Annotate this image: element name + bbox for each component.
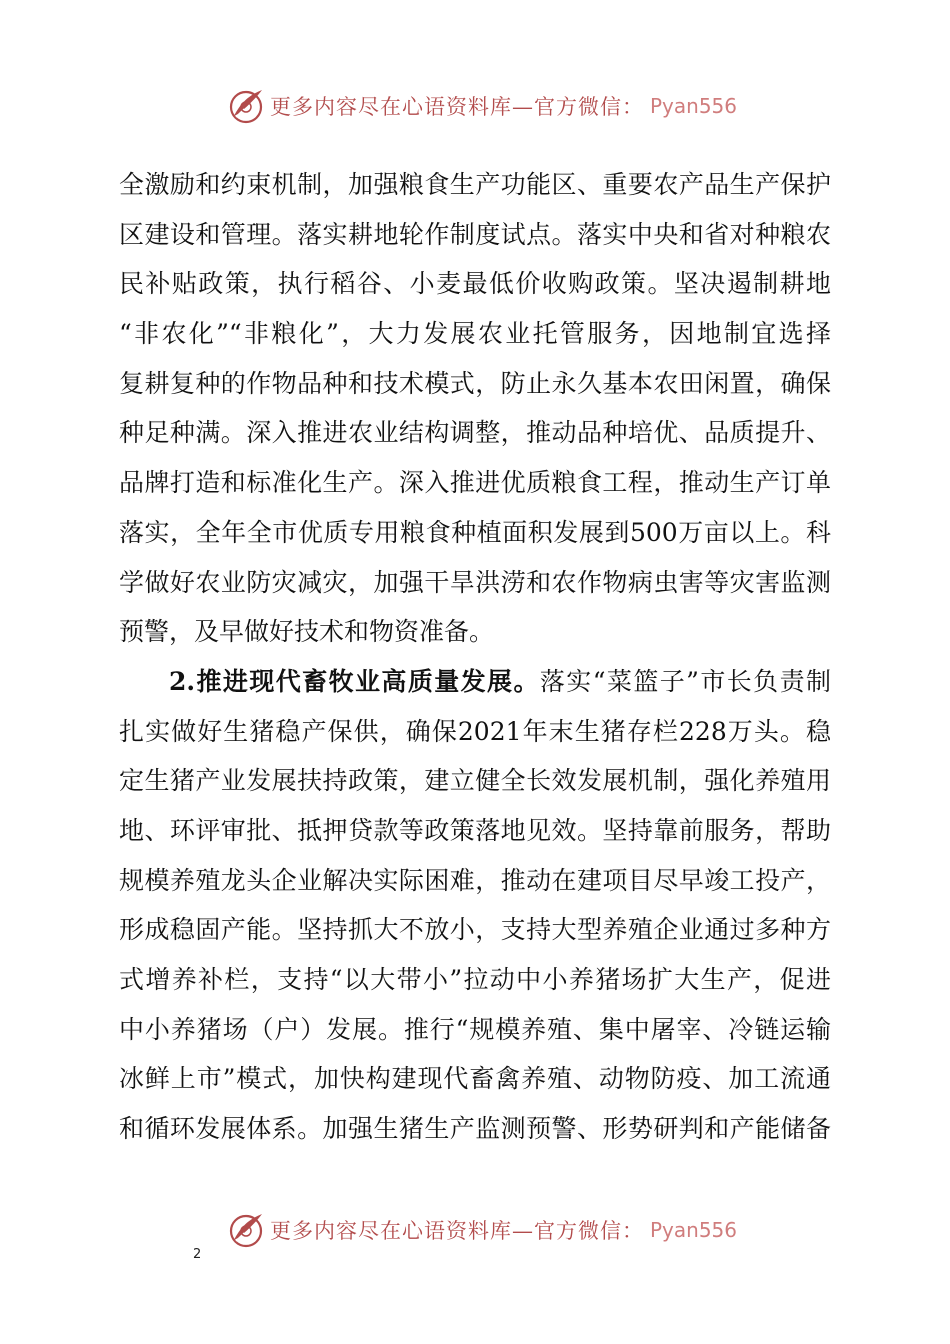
text-line: 冰鲜上市”模式，加快构建现代畜禽养殖、动物防疫、加工流通 xyxy=(119,1064,831,1094)
pen-logo-icon xyxy=(226,1210,266,1250)
paragraph-2-first-line xyxy=(119,657,831,707)
text-line: 预警，及早做好技术和物资准备。 xyxy=(119,617,495,647)
text-line: “非农化”“非粮化”，大力发展农业托管服务，因地制宜选择 xyxy=(119,319,831,349)
text-line: 和循环发展体系。加强生猪生产监测预警、形势研判和产能储备 xyxy=(119,1114,831,1144)
text-line: 复耕复种的作物品种和技术模式，防止永久基本农田闲置，确保 xyxy=(119,368,831,398)
text-line: 落实，全年全市优质专用粮食种植面积发展到500万亩以上。科 xyxy=(119,517,831,547)
text-line: 式增养补栏，支持“以大带小”拉动中小养猪场扩大生产，促进 xyxy=(119,965,831,994)
banner-wechat-id: Pyan556 xyxy=(650,1218,738,1242)
banner-text: 更多内容尽在心语资料库—官方微信： xyxy=(270,1219,644,1243)
text-line: 种足种满。深入推进农业结构调整，推动品种培优、品质提升、 xyxy=(119,418,831,448)
text-line: 区建设和管理。落实耕地轮作制度试点。落实中央和省对种粮农 xyxy=(119,219,831,249)
paragraph-1 xyxy=(119,160,831,657)
document-body xyxy=(119,160,831,1154)
banner-text: 更多内容尽在心语资料库—官方微信： xyxy=(270,95,644,119)
text-line: 形成稳固产能。坚持抓大不放小，支持大型养殖企业通过多种方 xyxy=(119,915,831,945)
footer-watermark-banner xyxy=(0,1206,950,1252)
banner-wechat-id: Pyan556 xyxy=(650,94,738,118)
text-line: 民补贴政策，执行稻谷、小麦最低价收购政策。坚决遏制耕地 xyxy=(119,269,831,299)
text-line: 中小养猪场（户）发展。推行“规模养殖、集中屠宰、冷链运输 xyxy=(119,1014,831,1044)
pen-logo-icon xyxy=(226,86,266,126)
text-line: 定生猪产业发展扶持政策，建立健全长效发展机制，强化养殖用 xyxy=(119,766,831,796)
header-watermark-banner xyxy=(0,82,950,128)
text-line: 规模养殖龙头企业解决实际困难，推动在建项目尽早竣工投产， xyxy=(119,865,831,895)
page-number: 2 xyxy=(193,1247,202,1262)
section-heading: 2.推进现代畜牧业高质量发展。 xyxy=(169,666,540,696)
text-line: 地、环评审批、抵押贷款等政策落地见效。坚持靠前服务，帮助 xyxy=(119,815,831,845)
text-line: 扎实做好生猪稳产保供，确保2021年末生猪存栏228万头。稳 xyxy=(119,716,831,746)
paragraph-2 xyxy=(119,657,831,1154)
text-span: 落实“菜篮子”市长负责制 xyxy=(539,666,831,696)
text-line: 全激励和约束机制，加强粮食生产功能区、重要农产品生产保护 xyxy=(119,170,831,199)
text-line: 品牌打造和标准化生产。深入推进优质粮食工程，推动生产订单 xyxy=(119,468,831,498)
text-line: 学做好农业防灾减灾，加强干旱洪涝和农作物病虫害等灾害监测 xyxy=(119,567,831,597)
